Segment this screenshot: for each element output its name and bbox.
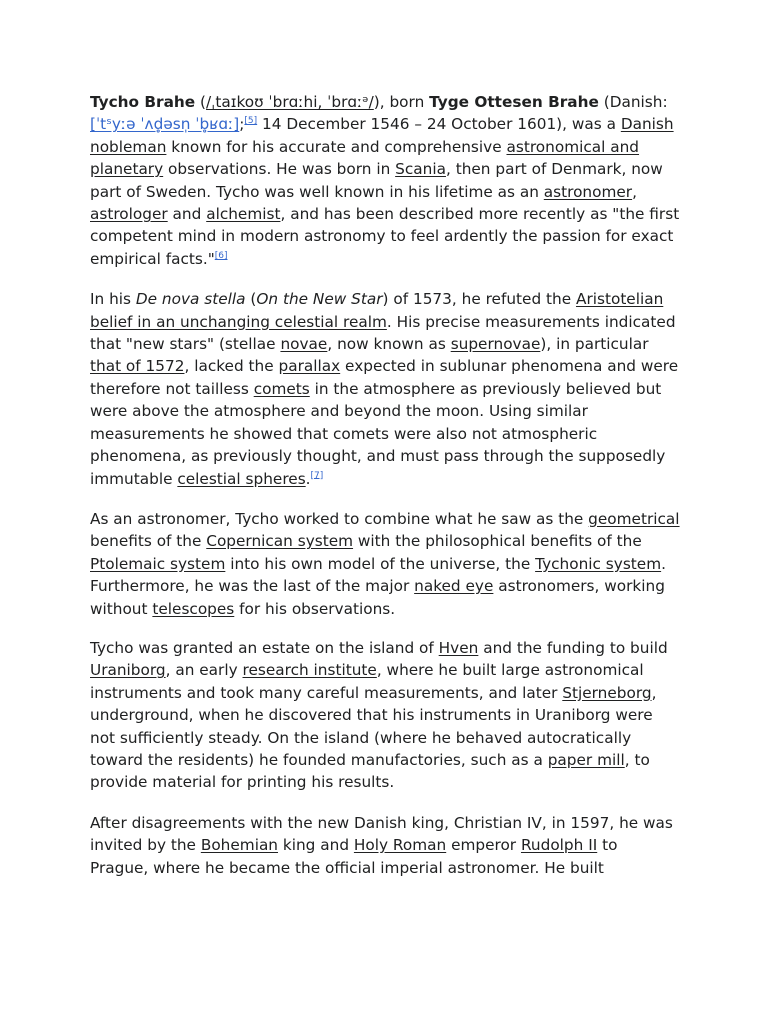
text-run: , lacked the xyxy=(184,357,279,376)
bold-term: Tycho Brahe xyxy=(90,93,196,111)
article-link[interactable]: Scania xyxy=(395,160,446,179)
article-link[interactable]: nobleman xyxy=(90,137,167,156)
text-run: , then part of Denmark, now part of Sweden. Tycho was well known in his lifetime as an xyxy=(90,160,663,201)
article-paragraph xyxy=(90,812,680,879)
text-run: emperor xyxy=(446,836,521,855)
article-link[interactable]: research institute xyxy=(242,661,377,680)
text-run: for his observations. xyxy=(234,599,396,618)
article-link[interactable]: Stjerneborg xyxy=(562,683,652,702)
article-body xyxy=(90,91,680,897)
article-link[interactable]: Uraniborg xyxy=(90,661,166,680)
text-run: ( xyxy=(195,93,207,111)
article-link[interactable]: comets xyxy=(253,379,310,398)
text-run: king and xyxy=(278,836,354,855)
text-run: 14 December 1546 – 24 October 1601), was a xyxy=(257,115,621,134)
article-paragraph xyxy=(90,288,680,490)
article-paragraph xyxy=(90,91,680,270)
text-run: , underground, when he discovered that his instruments in Uraniborg were not sufficiently steady. On the island (where he behaved autocratically toward the residents) he founded manufactories, such as a xyxy=(90,683,657,769)
article-link[interactable]: that of 1572 xyxy=(90,357,185,376)
italic-title: De nova stella xyxy=(135,290,246,309)
article-link[interactable]: Holy Roman xyxy=(353,836,447,855)
text-run: ), born xyxy=(373,93,430,111)
text-run: into his own model of the universe, the xyxy=(225,554,536,573)
article-link[interactable]: /ˌtaɪkoʊ ˈbrɑːhi, ˈbrɑːᵊ/ xyxy=(206,93,374,111)
ipa-pronunciation-link[interactable]: [ˈtˢyːə ˈʌd̥əsn̩ ˈb̥ʁɑː] xyxy=(90,115,240,134)
article-link[interactable]: astrologer xyxy=(90,205,168,224)
text-run: and the funding to build xyxy=(478,638,668,657)
article-link[interactable]: parallax xyxy=(278,357,341,376)
article-link[interactable]: astronomer xyxy=(543,182,633,201)
article-paragraph xyxy=(90,637,680,794)
text-run: expected in sublunar phenomena and were therefore not tailless xyxy=(90,357,679,398)
text-run: , xyxy=(632,182,637,201)
text-run: . xyxy=(305,469,311,488)
text-run: As an astronomer, Tycho worked to combine what he saw as the xyxy=(90,509,589,528)
citation-reference-link[interactable]: [5] xyxy=(244,116,258,127)
text-run: (Danish: xyxy=(598,93,668,111)
text-run: , an early xyxy=(165,661,243,680)
article-link[interactable]: Aristotelian belief in an unchanging celestial realm xyxy=(90,290,664,331)
text-run: . Furthermore, he was the last of the major xyxy=(90,554,666,596)
article-link[interactable]: celestial spheres xyxy=(177,469,306,488)
text-run: benefits of the xyxy=(90,532,207,551)
text-run: astronomers, working without xyxy=(90,577,665,618)
text-run: In his xyxy=(90,290,136,309)
text-run: After disagreements with the new Danish king, Christian IV, in 1597, he was invited by the xyxy=(90,813,673,855)
article-paragraph xyxy=(90,508,680,620)
text-run: , now known as xyxy=(327,335,451,354)
text-run: ) of 1573, he refuted the xyxy=(382,290,576,309)
article-link[interactable]: alchemist xyxy=(206,205,281,224)
article-link[interactable]: Danish xyxy=(620,115,674,134)
text-run: known for his accurate and comprehensive xyxy=(166,137,507,156)
article-link[interactable]: Ptolemaic system xyxy=(90,554,226,573)
italic-title: On the New Star xyxy=(256,290,383,309)
article-link[interactable]: telescopes xyxy=(152,599,235,618)
text-run: Tycho was granted an estate on the island of xyxy=(90,638,439,657)
citation-reference-link[interactable]: [6] xyxy=(214,250,228,261)
article-link[interactable]: paper mill xyxy=(547,750,625,769)
article-link[interactable]: geometrical xyxy=(588,509,680,528)
text-run: . His precise measurements indicated that "new stars" (stellae xyxy=(90,312,676,354)
article-link[interactable]: Hven xyxy=(438,638,479,657)
article-link[interactable]: astronomical and planetary xyxy=(90,137,640,179)
text-run: ( xyxy=(245,290,257,309)
article-link[interactable]: Copernican system xyxy=(206,532,354,551)
text-run: , and has been described more recently as "the first competent mind in modern astronomy to feel ardently the passion for exact empirical facts." xyxy=(90,205,680,268)
text-run: and xyxy=(167,205,207,224)
text-run: ; xyxy=(239,115,245,134)
text-run: , where he built large astronomical instruments and took many careful measurements, and later xyxy=(90,661,644,702)
bold-term: Tyge Ottesen Brahe xyxy=(429,93,599,111)
article-link[interactable]: Bohemian xyxy=(200,836,279,855)
article-link[interactable]: supernovae xyxy=(450,335,541,354)
text-run: in the atmosphere as previously believed but were above the atmosphere and beyond the moon. Using similar measurements he showed that comets were also not atmospheric phenomena, as previously thought, and must pass through the supposedly immutable xyxy=(90,379,666,488)
text-run: observations. He was born in xyxy=(163,160,396,179)
article-link[interactable]: novae xyxy=(280,335,328,354)
citation-reference-link[interactable]: [7] xyxy=(310,470,324,481)
text-run: ), in particular xyxy=(540,335,649,354)
text-run: , to provide material for printing his results. xyxy=(90,750,650,792)
article-link[interactable]: Rudolph II xyxy=(520,836,598,855)
text-run: to Prague, where he became the official imperial astronomer. He built xyxy=(90,836,618,877)
article-link[interactable]: Tychonic system xyxy=(535,554,662,573)
text-run: with the philosophical benefits of the xyxy=(353,532,642,551)
article-link[interactable]: naked eye xyxy=(414,577,494,596)
